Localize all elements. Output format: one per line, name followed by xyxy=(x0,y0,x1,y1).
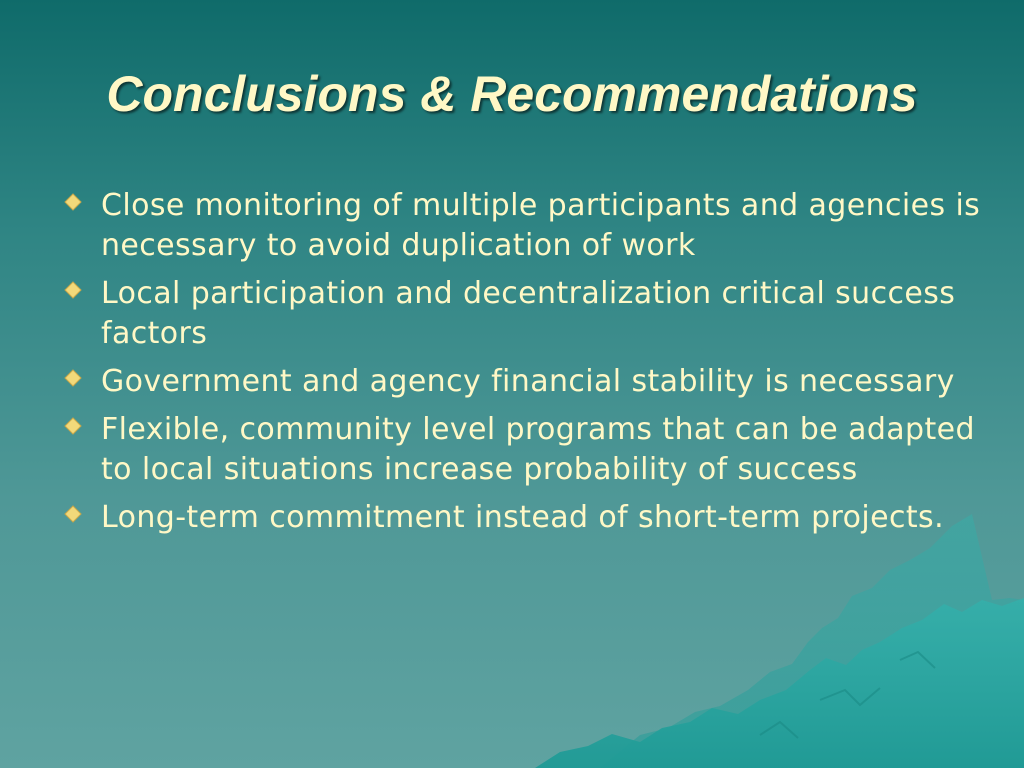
diamond-icon xyxy=(63,192,83,212)
bullet-text: Local participation and decentralization critical success factors xyxy=(101,276,956,351)
bullet-text: Government and agency financial stability is necessary xyxy=(101,364,955,399)
diamond-icon xyxy=(63,504,83,524)
bullet-item xyxy=(62,274,982,354)
bullet-item xyxy=(62,362,982,402)
bullet-text: Flexible, community level programs that can be adapted to local situations increase probability of success xyxy=(101,412,975,487)
bullet-text: Long-term commitment instead of short-term projects. xyxy=(101,500,945,535)
bullet-item xyxy=(62,186,982,266)
slide-title: Conclusions & Recommendations xyxy=(106,66,918,122)
bullet-item xyxy=(62,410,982,490)
bullet-item xyxy=(62,498,982,538)
diamond-icon xyxy=(63,280,83,300)
diamond-icon xyxy=(63,416,83,436)
bullet-text: Close monitoring of multiple participants and agencies is necessary to avoid duplication of work xyxy=(101,188,981,263)
diamond-icon xyxy=(63,368,83,388)
bullet-list xyxy=(62,186,982,546)
